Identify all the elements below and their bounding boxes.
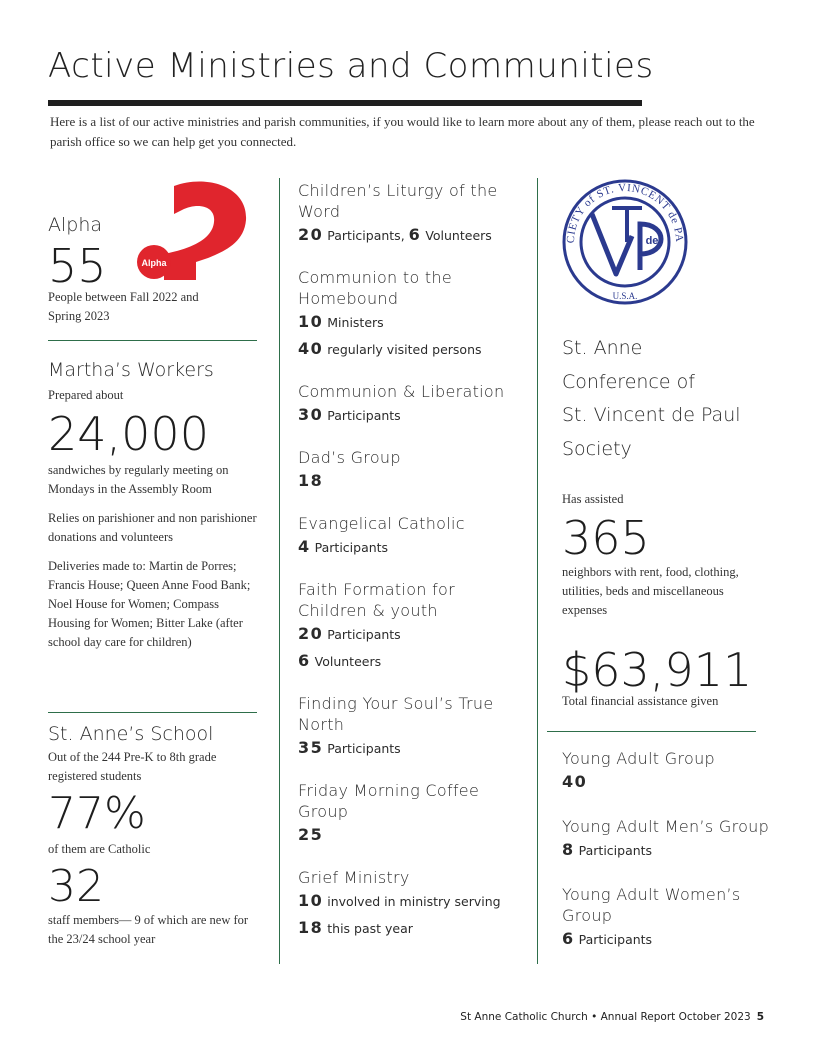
ministry-stat-label: involved in ministry serving xyxy=(327,894,501,909)
ministry-title: Dad’s Group xyxy=(298,448,401,467)
ministry-stat-label: Volunteers xyxy=(314,654,382,669)
ministry-title: Evangelical Catholic xyxy=(298,514,465,533)
ministry-item xyxy=(298,267,528,363)
ministry-stat-number: 25 xyxy=(298,825,324,844)
ministry-item xyxy=(298,867,528,942)
alpha-logo xyxy=(136,180,248,290)
alpha-count: 55 xyxy=(48,239,107,293)
seal-monogram-de: de xyxy=(645,235,659,247)
martha-section xyxy=(48,358,258,652)
ministry-stat-label: this past year xyxy=(327,921,413,936)
ministry-stat-number: 20 xyxy=(298,225,324,244)
svdp-seal xyxy=(558,178,692,306)
page-footer xyxy=(460,1011,764,1023)
ministry-item xyxy=(298,513,528,561)
young-adult-title: Young Adult Men’s Group xyxy=(562,817,770,836)
school-section xyxy=(48,722,258,949)
divider-martha xyxy=(48,712,257,713)
ministry-stat-number: 40 xyxy=(298,339,324,358)
ministry-stat xyxy=(298,915,528,942)
ministry-stat-number: 18 xyxy=(298,471,324,490)
ministry-stat xyxy=(298,648,528,675)
ministry-item xyxy=(298,780,528,849)
martha-count: 24,000 xyxy=(48,407,209,461)
ministry-stat-label-2: Volunteers xyxy=(425,228,492,243)
ministry-stat xyxy=(298,534,528,561)
school-pct: 77% xyxy=(48,788,146,839)
column-right xyxy=(562,178,772,973)
young-adult-stat-number: 40 xyxy=(562,772,588,791)
ministry-stat-number: 20 xyxy=(298,624,324,643)
title-rule xyxy=(48,100,642,106)
young-adult-item xyxy=(562,748,772,796)
ministry-stat-number: 30 xyxy=(298,405,324,424)
alpha-logo-question-mark xyxy=(164,181,246,280)
svdp-name-line1: St. Anne xyxy=(562,337,643,359)
young-adult-stat-number: 6 xyxy=(562,929,575,948)
ministry-item xyxy=(298,381,528,429)
svdp-count: 365 xyxy=(562,511,650,565)
martha-deliveries: Deliveries made to: Martin de Porres; Francis House; Queen Anne Food Bank; Noel House for Women; Compass Housing for Women; Bitter Lake (after school day care for children) xyxy=(48,559,251,649)
seal-bottom-text: U.S.A. xyxy=(612,291,638,301)
svdp-name-line3: St. Vincent de Paul xyxy=(562,404,741,426)
ministry-item xyxy=(298,447,528,495)
column-divider-1 xyxy=(279,178,280,964)
young-adult-stat xyxy=(562,769,772,796)
svdp-pre: Has assisted xyxy=(562,492,624,506)
martha-relies: Relies on parishioner and non parishioner donations and volunteers xyxy=(48,511,257,544)
ministry-stat xyxy=(298,222,528,249)
footer-text: St Anne Catholic Church • Annual Report October 2023 xyxy=(460,1011,751,1023)
ministry-stat xyxy=(298,822,528,849)
ministry-item xyxy=(298,180,528,249)
seal-top-text: CIETY of ST. VINCENT de PA xyxy=(564,181,686,244)
svdp-amount-desc: Total financial assistance given xyxy=(562,694,719,708)
ministry-stat xyxy=(298,888,528,915)
school-title: St. Anne’s School xyxy=(48,723,214,745)
alpha-logo-text: Alpha xyxy=(141,258,167,268)
ministry-stat-label: Participants, xyxy=(327,228,405,243)
intro-text: Here is a list of our active ministries and parish communities, if you would like to learn more about any of them, please reach out to the parish office so we can help get you connected. xyxy=(50,114,755,149)
young-adult-title: Young Adult Women’s Group xyxy=(562,885,741,925)
svdp-name xyxy=(562,332,772,466)
ministry-stat-label: Participants xyxy=(327,741,401,756)
school-pre: Out of the 244 Pre-K to 8th grade registered students xyxy=(48,750,217,783)
ministry-title: Children’s Liturgy of the Word xyxy=(298,181,498,221)
ministry-item xyxy=(298,579,528,675)
school-pct-desc: of them are Catholic xyxy=(48,842,151,856)
young-adult-stat-label: Participants xyxy=(578,843,653,858)
ministry-item xyxy=(298,693,528,762)
ministry-stat xyxy=(298,336,528,363)
ministry-stat-label: Participants xyxy=(327,627,401,642)
ministry-stat-label: Ministers xyxy=(327,315,384,330)
young-adult-stat xyxy=(562,926,772,953)
ministry-stat-number: 4 xyxy=(298,537,311,556)
ministry-title: Communion to the Homebound xyxy=(298,268,453,308)
seal-monogram-p xyxy=(640,224,661,270)
ministry-stat-number-2: 6 xyxy=(408,225,422,244)
martha-pre: Prepared about xyxy=(48,388,124,402)
ministry-stat xyxy=(298,621,528,648)
column-left xyxy=(48,180,258,946)
svdp-name-line2: Conference of xyxy=(562,370,695,393)
young-adult-item xyxy=(562,816,772,864)
ministry-stat-label: regularly visited persons xyxy=(327,342,482,357)
ministry-stat xyxy=(298,309,528,336)
ministry-title: Communion & Liberation xyxy=(298,382,505,401)
svdp-desc: neighbors with rent, food, clothing, utilities, beds and miscellaneous expenses xyxy=(562,565,739,617)
young-adult-stat-number: 8 xyxy=(562,840,575,859)
ministry-stat-number: 10 xyxy=(298,891,324,910)
svdp-name-line4: Society xyxy=(562,437,632,460)
ministry-stat xyxy=(298,468,528,495)
young-adults-list xyxy=(562,748,772,953)
ministry-stat-label: Participants xyxy=(314,540,389,555)
ministry-stat-number: 10 xyxy=(298,312,324,331)
svdp-amount: $63,911 xyxy=(562,643,753,697)
page-number: 5 xyxy=(756,1011,764,1023)
ministry-stat xyxy=(298,402,528,429)
page-title: Active Ministries and Communities xyxy=(48,46,654,86)
school-staff-desc: staff members— 9 of which are new for the 23/24 school year xyxy=(48,913,249,946)
ministry-stat-number: 6 xyxy=(298,651,311,670)
alpha-desc: People between Fall 2022 and Spring 2023 xyxy=(48,290,199,323)
martha-title: Martha’s Workers xyxy=(48,359,214,381)
ministry-title: Faith Formation for Children & youth xyxy=(298,580,456,620)
alpha-section xyxy=(48,180,258,330)
ministry-title: Grief Ministry xyxy=(298,868,410,887)
alpha-title: Alpha xyxy=(48,214,103,236)
young-adult-stat-label: Participants xyxy=(578,932,653,947)
young-adult-item xyxy=(562,884,772,953)
divider-alpha xyxy=(48,340,257,341)
ministry-title: Finding Your Soul’s True North xyxy=(298,694,494,734)
ministry-stat-number: 18 xyxy=(298,918,324,937)
column-divider-2 xyxy=(537,178,538,964)
school-staff: 32 xyxy=(48,861,104,912)
ministry-title: Friday Morning Coffee Group xyxy=(298,781,480,821)
ministry-stat xyxy=(298,735,528,762)
column-middle xyxy=(298,180,528,960)
young-adult-title: Young Adult Group xyxy=(562,749,715,768)
martha-desc: sandwiches by regularly meeting on Mondays in the Assembly Room xyxy=(48,463,229,496)
ministry-stat-number: 35 xyxy=(298,738,324,757)
divider-svdp xyxy=(547,731,756,732)
ministry-stat-label: Participants xyxy=(327,408,401,423)
young-adult-stat xyxy=(562,837,772,864)
